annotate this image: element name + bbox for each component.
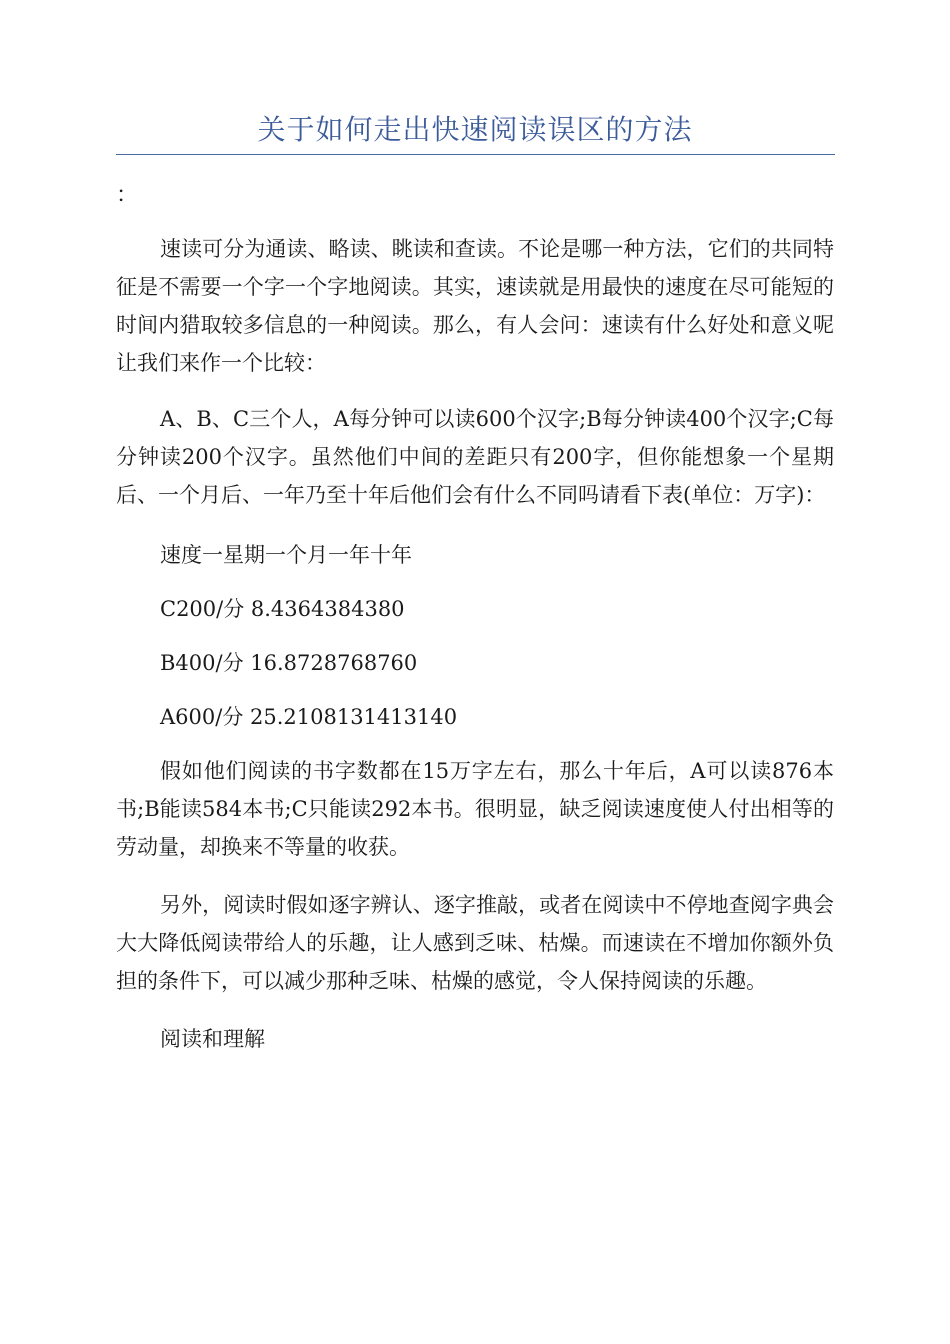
table-row-header: 速度一星期一个月一年十年 (160, 543, 412, 567)
paragraph-books: 假如他们阅读的书字数都在15万字左右，那么十年后，A可以读876本书;B能读584本书;C只能读292本书。很明显，缺乏阅读速度使人付出相等的劳动量，却换来不等量的收获。 (116, 759, 834, 859)
table-row-b: B400/分 16.8728768760 (160, 651, 418, 675)
title-underline (116, 154, 835, 155)
table-row-c: C200/分 8.4364384380 (160, 597, 405, 621)
section-heading: 阅读和理解 (160, 1027, 265, 1051)
table-row-a: A600/分 25.2108131413140 (160, 705, 458, 729)
lead-mark: ： (116, 183, 139, 208)
document-body (116, 230, 834, 1058)
document-title: 关于如何走出快速阅读误区的方法 (257, 113, 693, 146)
paragraph-intro: 速读可分为通读、略读、眺读和查读。不论是哪一种方法，它们的共同特征是不需要一个字一个字地阅读。其实，速读就是用最快的速度在尽可能短的时间内猎取较多信息的一种阅读。那么，有人会问：速读有什么好处和意义呢让我们来作一个比较： (116, 237, 834, 375)
paragraph-enjoyment: 另外，阅读时假如逐字辨认、逐字推敲，或者在阅读中不停地查阅字典会大大降低阅读带给人的乐趣，让人感到乏味、枯燥。而速读在不增加你额外负担的条件下，可以减少那种乏味、枯燥的感觉，令人保持阅读的乐趣。 (116, 893, 834, 993)
paragraph-comparison: A、B、C三个人，A每分钟可以读600个汉字;B每分钟读400个汉字;C每分钟读200个汉字。虽然他们中间的差距只有200字，但你能想象一个星期后、一个月后、一年乃至十年后他们会有什么不同吗请看下表(单位：万字)： (116, 407, 834, 507)
